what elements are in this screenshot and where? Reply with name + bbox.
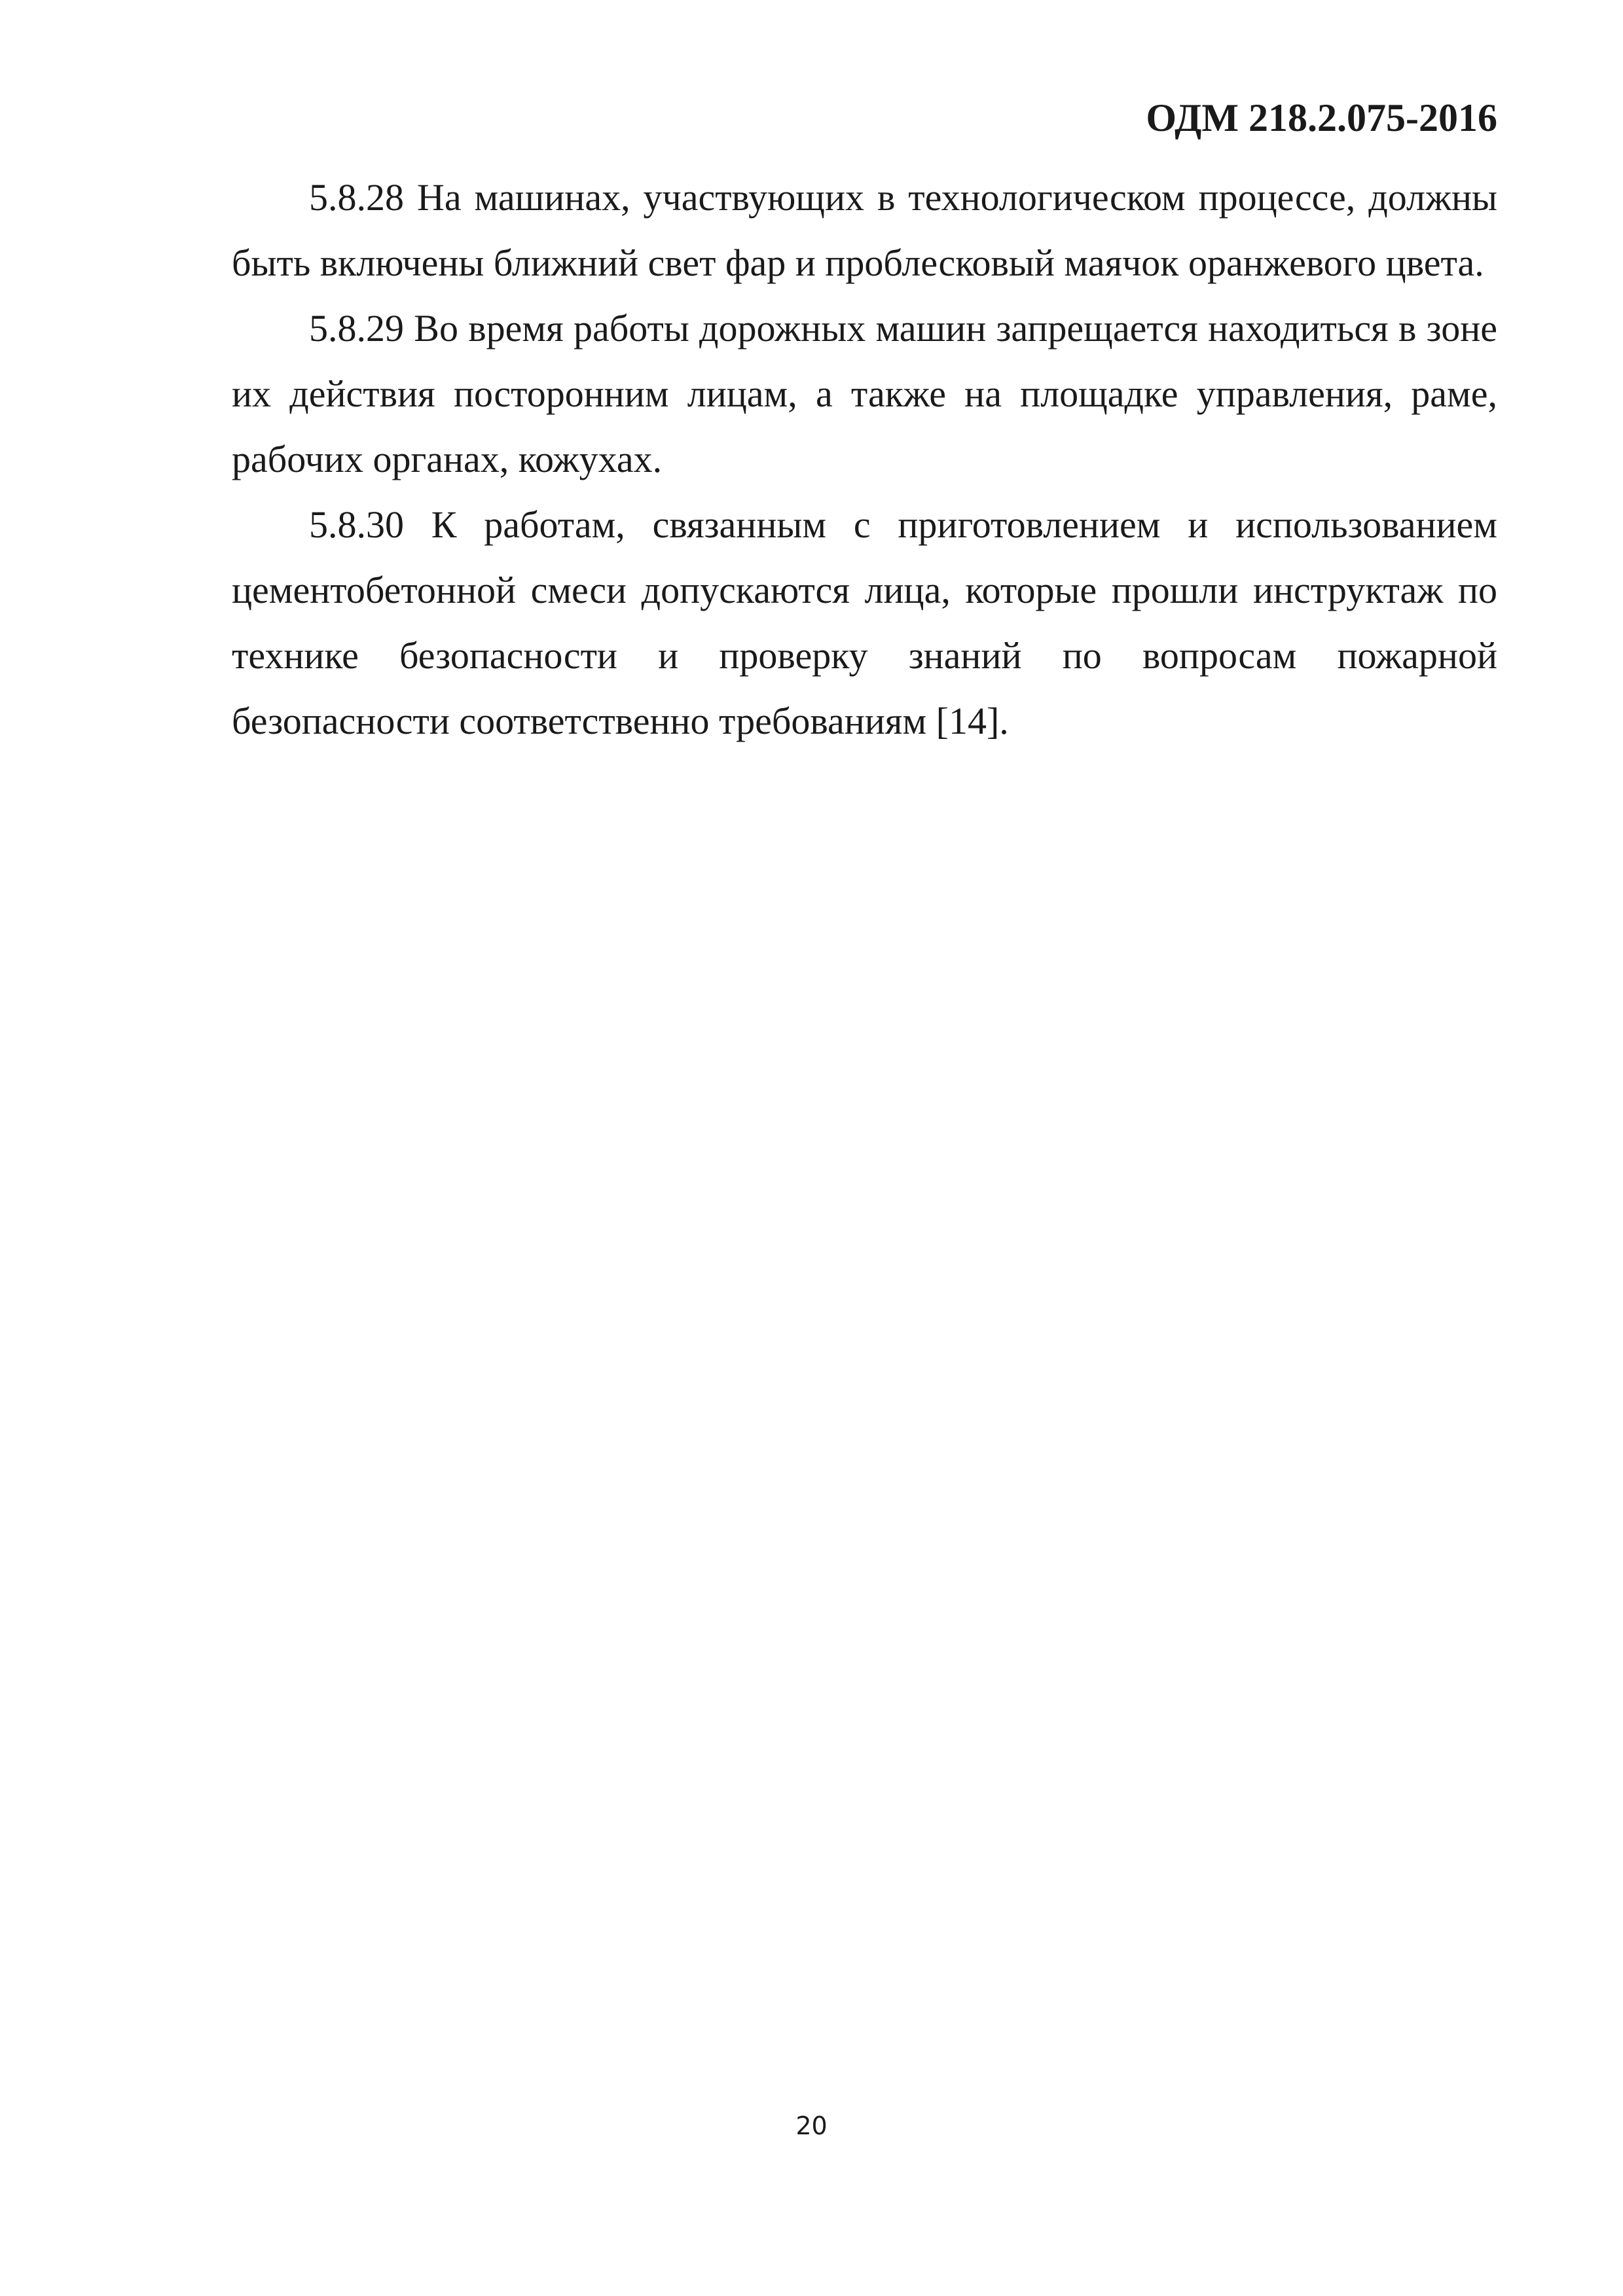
paragraph-5-8-29: 5.8.29 Во время работы дорожных машин запрещается находиться в зоне их действия посторонним лицам, а также на площадке управления, раме, рабочих органах, кожухах. <box>232 307 1497 480</box>
paragraph-5-8-28: 5.8.28 На машинах, участвующих в технологическом процессе, должны быть включены ближний свет фар и проблесковый маячок оранжевого цвета. <box>232 176 1497 284</box>
paragraph-5-8-30: 5.8.30 К работам, связанным с приготовлением и использованием цементобетонной смеси допускаются лица, которые прошли инструктаж по технике безопасности и проверку знаний по вопросам пожарной безопасности соответственно требованиям [14]. <box>232 503 1497 742</box>
page-number: 20 <box>795 2111 828 2140</box>
body-text <box>232 165 1497 754</box>
document-code: ОДМ 218.2.075-2016 <box>1146 96 1497 139</box>
